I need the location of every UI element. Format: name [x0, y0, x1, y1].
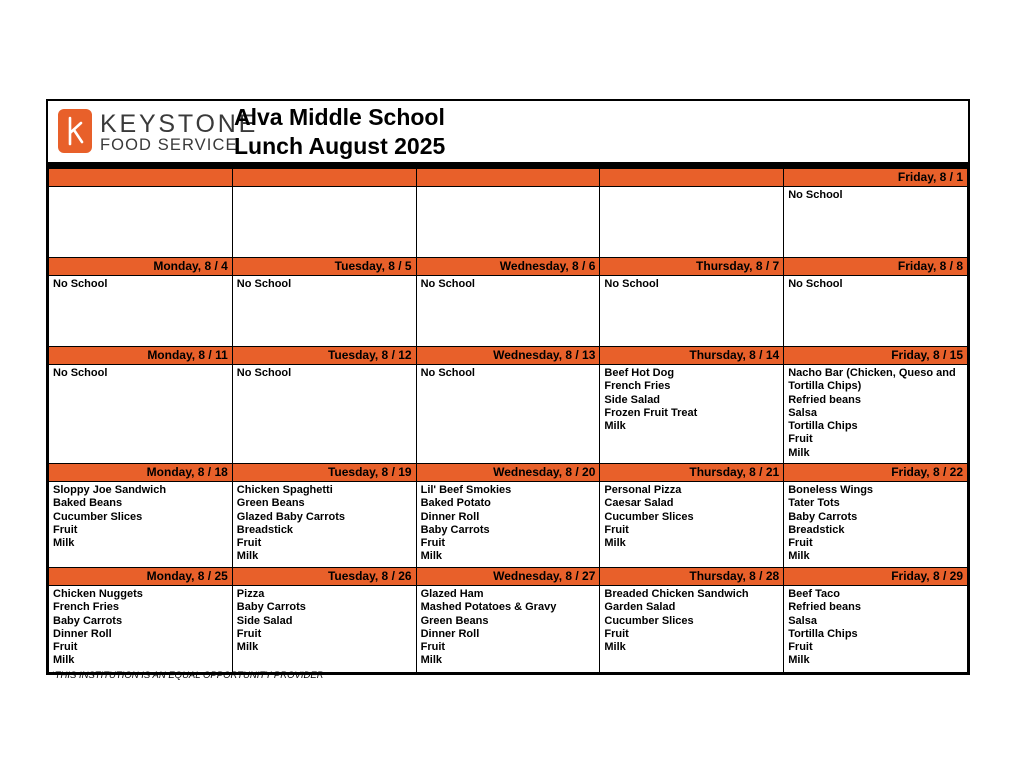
menu-item: Baby Carrots [53, 614, 123, 627]
day-header-row [49, 568, 968, 586]
day-menu-cell [416, 276, 600, 347]
menu-item: Dinner Roll [420, 510, 480, 523]
menu-list [784, 482, 967, 564]
menu-item: Salsa [788, 406, 817, 419]
menu-item: No School [236, 278, 292, 290]
day-menu-cell [600, 276, 784, 347]
day-menu-cell [784, 187, 968, 258]
menu-item: Milk [53, 654, 75, 667]
menu-item: Frozen Fruit Treat [604, 406, 698, 419]
day-label [600, 169, 784, 187]
menu-list [600, 586, 783, 654]
day-label: Tuesday, 8 / 26 [232, 568, 416, 586]
day-label [49, 169, 233, 187]
day-menu-cell [232, 276, 416, 347]
menu-item: Lil' Beef Smokies [420, 484, 512, 496]
lunch-calendar [48, 168, 968, 673]
menu-list [600, 482, 783, 550]
menu-row [49, 187, 968, 258]
menu-item: Tortilla Chips [788, 420, 858, 433]
menu-item: Breadstick [236, 523, 294, 536]
day-menu-cell [416, 586, 600, 673]
day-label: Wednesday, 8 / 6 [416, 258, 600, 276]
menu-sheet [46, 99, 970, 675]
menu-item: Garden Salad [604, 601, 676, 614]
menu-item: Tortilla Chips [788, 627, 858, 640]
menu-item: Breadstick [788, 523, 845, 536]
menu-list [233, 187, 416, 189]
day-header-row [49, 464, 968, 482]
day-label: Tuesday, 8 / 12 [232, 347, 416, 365]
menu-header [48, 101, 968, 168]
day-menu-cell [600, 365, 784, 464]
menu-item: Chicken Spaghetti [236, 484, 333, 496]
menu-item: French Fries [604, 380, 671, 393]
menu-item: Fruit [788, 537, 813, 550]
day-label [416, 169, 600, 187]
day-label: Thursday, 8 / 28 [600, 568, 784, 586]
day-menu-cell [784, 586, 968, 673]
day-header-row [49, 169, 968, 187]
menu-row [49, 482, 968, 568]
menu-item: No School [420, 278, 475, 290]
logo-brand-name: KEYSTONE [100, 110, 259, 138]
menu-item: Glazed Ham [420, 588, 484, 600]
day-menu-cell [232, 187, 416, 258]
menu-item: No School [236, 367, 292, 379]
menu-list [49, 276, 232, 291]
menu-item: Fruit [604, 627, 629, 640]
day-header-row [49, 347, 968, 365]
day-menu-cell [784, 365, 968, 464]
menu-item: No School [53, 278, 108, 290]
menu-item: Fruit [420, 641, 446, 654]
menu-item: Tater Tots [788, 497, 840, 510]
menu-item: Refried beans [788, 393, 861, 406]
day-menu-cell [49, 482, 233, 568]
day-label: Monday, 8 / 11 [49, 347, 233, 365]
page-title [234, 103, 445, 161]
menu-item: Cucumber Slices [604, 510, 694, 523]
menu-list [417, 187, 600, 189]
menu-item: Dinner Roll [53, 627, 112, 640]
menu-list [233, 276, 416, 291]
menu-item: Nacho Bar (Chicken, Queso and Tortilla Chips) [788, 367, 956, 393]
menu-item: Green Beans [420, 614, 489, 627]
day-label: Wednesday, 8 / 20 [416, 464, 600, 482]
day-menu-cell [600, 586, 784, 673]
day-menu-cell [784, 276, 968, 347]
menu-item: Chicken Nuggets [53, 588, 143, 600]
day-label: Monday, 8 / 4 [49, 258, 233, 276]
menu-list [417, 586, 600, 668]
menu-item: Baked Potato [420, 497, 491, 510]
day-menu-cell [600, 482, 784, 568]
menu-list [784, 187, 967, 202]
menu-item: Fruit [788, 433, 813, 446]
menu-item: Side Salad [236, 614, 293, 627]
menu-list [233, 586, 416, 654]
menu-item: Milk [236, 550, 259, 563]
day-label [232, 169, 416, 187]
menu-item: Dinner Roll [420, 627, 480, 640]
menu-row [49, 586, 968, 673]
menu-item: Fruit [604, 523, 629, 536]
menu-item: Sloppy Joe Sandwich [53, 484, 167, 496]
day-label: Monday, 8 / 18 [49, 464, 233, 482]
day-menu-cell [232, 482, 416, 568]
day-menu-cell [416, 187, 600, 258]
menu-list [417, 482, 600, 564]
logo-brand-tagline: FOOD SERVICE [100, 136, 238, 154]
menu-item: Milk [420, 654, 442, 667]
day-menu-cell [49, 276, 233, 347]
menu-item: Caesar Salad [604, 497, 674, 510]
day-menu-cell [416, 365, 600, 464]
menu-list [49, 187, 232, 189]
menu-item: Milk [236, 641, 259, 654]
menu-item: Fruit [788, 641, 813, 654]
menu-item: No School [604, 278, 659, 290]
day-label: Thursday, 8 / 7 [600, 258, 784, 276]
day-header-row [49, 258, 968, 276]
menu-item: Mashed Potatoes & Gravy [420, 601, 557, 614]
day-label: Monday, 8 / 25 [49, 568, 233, 586]
day-menu-cell [49, 187, 233, 258]
menu-item: Fruit [53, 641, 78, 654]
menu-list [600, 187, 783, 189]
menu-list [600, 365, 783, 433]
menu-item: French Fries [53, 601, 120, 614]
menu-item: Baby Carrots [788, 510, 858, 523]
day-menu-cell [784, 482, 968, 568]
menu-item: No School [788, 278, 843, 290]
day-menu-cell [416, 482, 600, 568]
menu-list [600, 276, 783, 291]
day-menu-cell [232, 586, 416, 673]
menu-item: Breaded Chicken Sandwich [604, 588, 749, 600]
day-menu-cell [49, 586, 233, 673]
menu-list [49, 586, 232, 668]
day-label: Friday, 8 / 29 [784, 568, 968, 586]
day-menu-cell [600, 187, 784, 258]
menu-item: Baby Carrots [420, 523, 490, 536]
menu-item: Baby Carrots [236, 601, 306, 614]
menu-item: Milk [788, 446, 810, 459]
school-name: Alva Middle School [234, 104, 445, 130]
menu-item: Milk [420, 550, 442, 563]
day-menu-cell [232, 365, 416, 464]
menu-list [49, 482, 232, 550]
menu-item: Milk [604, 641, 626, 654]
menu-list [417, 365, 600, 380]
menu-item: Cucumber Slices [604, 614, 694, 627]
menu-list [233, 365, 416, 380]
menu-list [233, 482, 416, 564]
menu-item: Fruit [420, 537, 446, 550]
menu-item: Beef Taco [788, 588, 840, 600]
day-label: Tuesday, 8 / 5 [232, 258, 416, 276]
menu-item: Salsa [788, 614, 817, 627]
day-label: Friday, 8 / 22 [784, 464, 968, 482]
menu-item: Refried beans [788, 601, 861, 614]
menu-item: Baked Beans [53, 497, 123, 510]
menu-row [49, 276, 968, 347]
day-label: Wednesday, 8 / 27 [416, 568, 600, 586]
menu-item: Personal Pizza [604, 484, 682, 496]
menu-item: Milk [604, 420, 626, 433]
day-label: Friday, 8 / 1 [784, 169, 968, 187]
menu-item: No School [420, 367, 475, 379]
menu-item: No School [53, 367, 108, 379]
day-label: Wednesday, 8 / 13 [416, 347, 600, 365]
menu-row [49, 365, 968, 464]
menu-list [49, 365, 232, 380]
menu-month: Lunch August 2025 [234, 133, 446, 159]
menu-item: Green Beans [236, 497, 305, 510]
menu-item: Milk [604, 537, 626, 550]
menu-item: Fruit [53, 523, 78, 536]
menu-item: Fruit [236, 627, 262, 640]
footnote: *THIS INSTITUTION IS AN EQUAL OPPORTUNITY PROVIDER [51, 670, 324, 681]
menu-item: Beef Hot Dog [604, 367, 675, 379]
menu-list [784, 365, 967, 460]
k-logo-icon [58, 109, 92, 153]
day-label: Thursday, 8 / 21 [600, 464, 784, 482]
menu-item: Side Salad [604, 393, 661, 406]
menu-item: Milk [53, 537, 75, 550]
menu-item: Glazed Baby Carrots [236, 510, 345, 523]
menu-list [784, 276, 967, 291]
day-menu-cell [49, 365, 233, 464]
menu-item: No School [788, 189, 843, 201]
menu-item: Boneless Wings [788, 484, 874, 496]
menu-item: Milk [788, 654, 810, 667]
day-label: Thursday, 8 / 14 [600, 347, 784, 365]
menu-list [417, 276, 600, 291]
menu-item: Cucumber Slices [53, 510, 143, 523]
menu-item: Milk [788, 550, 810, 563]
menu-list [784, 586, 967, 668]
menu-item: Pizza [236, 588, 265, 600]
day-label: Friday, 8 / 8 [784, 258, 968, 276]
menu-item: Fruit [236, 537, 262, 550]
day-label: Tuesday, 8 / 19 [232, 464, 416, 482]
day-label: Friday, 8 / 15 [784, 347, 968, 365]
